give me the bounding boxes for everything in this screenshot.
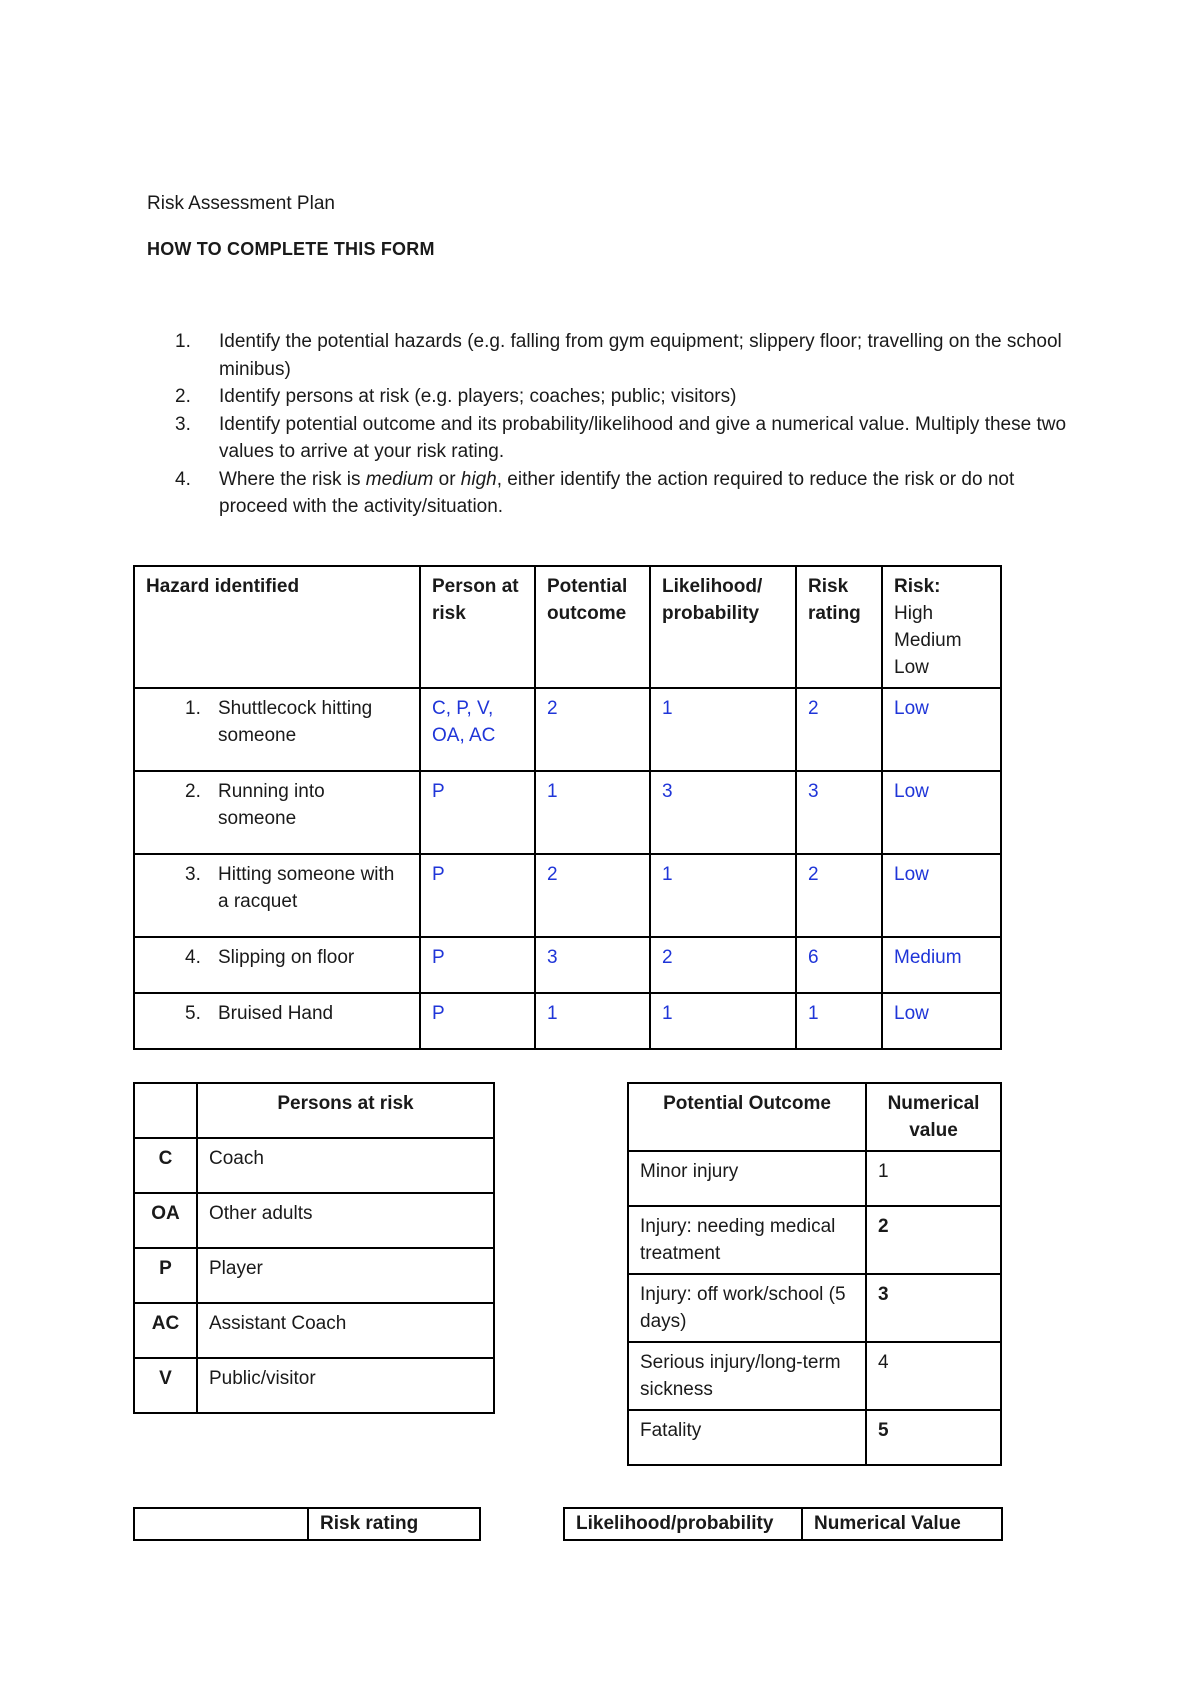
hazard-number: 1. bbox=[185, 698, 201, 719]
person-cell[interactable]: C, P, V, OA, AC bbox=[420, 688, 535, 771]
hazard-number: 4. bbox=[185, 947, 201, 968]
person-label: Other adults bbox=[197, 1193, 494, 1248]
table-row bbox=[628, 1342, 1001, 1410]
instruction-item bbox=[175, 383, 1075, 411]
instruction-text: Identify potential outcome and its probability/likelihood and give a numerical value. Multiply these two values to arrive at your risk rating. bbox=[219, 413, 1067, 462]
instruction-text: Identify the potential hazards (e.g. falling from gym equipment; slippery floor; travelling on the school minibus) bbox=[219, 331, 1062, 380]
table-row bbox=[134, 688, 1001, 771]
table-row bbox=[134, 1358, 494, 1413]
instruction-text-post: , either identify the action required to reduce the risk or do not proceed with the activity/situation. bbox=[219, 468, 1015, 517]
outcome-cell[interactable]: 2 bbox=[535, 688, 650, 771]
instruction-item bbox=[175, 328, 1075, 383]
likelihood-cell[interactable]: 1 bbox=[650, 854, 796, 937]
numerical-value-header: Numerical value bbox=[866, 1083, 1001, 1151]
rating-cell[interactable]: 3 bbox=[796, 771, 882, 854]
table-row bbox=[628, 1206, 1001, 1274]
hazard-cell[interactable] bbox=[134, 993, 420, 1049]
outcome-label: Serious injury/long-term sickness bbox=[628, 1342, 866, 1410]
risk-level-cell[interactable]: Low bbox=[882, 688, 1001, 771]
table-row bbox=[134, 1248, 494, 1303]
person-label: Public/visitor bbox=[197, 1358, 494, 1413]
persons-header-row bbox=[134, 1083, 494, 1138]
header-likelihood: Likelihood/ probability bbox=[650, 566, 796, 688]
likelihood-cell[interactable]: 3 bbox=[650, 771, 796, 854]
hazard-text: Shuttlecock hitting someone bbox=[218, 698, 373, 746]
person-cell[interactable]: P bbox=[420, 854, 535, 937]
person-cell[interactable]: P bbox=[420, 937, 535, 993]
risk-level-cell[interactable]: Medium bbox=[882, 937, 1001, 993]
table-row bbox=[134, 854, 1001, 937]
header-risk-title: Risk: bbox=[894, 576, 941, 597]
hazard-text: Hitting someone with a racquet bbox=[218, 864, 395, 912]
person-code: OA bbox=[134, 1193, 197, 1248]
table-row bbox=[134, 937, 1001, 993]
risk-rating-empty-cell bbox=[134, 1508, 308, 1540]
outcome-value: 4 bbox=[866, 1342, 1001, 1410]
header-risk-rating: Risk rating bbox=[796, 566, 882, 688]
instruction-number: 2. bbox=[175, 386, 191, 407]
persons-at-risk-table bbox=[133, 1082, 495, 1414]
rating-cell[interactable]: 6 bbox=[796, 937, 882, 993]
risk-level-cell[interactable]: Low bbox=[882, 854, 1001, 937]
header-person-at-risk: Person at risk bbox=[420, 566, 535, 688]
document-title: Risk Assessment Plan bbox=[147, 193, 335, 214]
hazard-number: 3. bbox=[185, 864, 201, 885]
table-row bbox=[134, 1303, 494, 1358]
hazard-cell[interactable] bbox=[134, 771, 420, 854]
likelihood-cell[interactable]: 1 bbox=[650, 993, 796, 1049]
hazard-text: Slipping on floor bbox=[218, 947, 355, 968]
risk-rating-table bbox=[133, 1507, 481, 1541]
table-row bbox=[628, 1410, 1001, 1465]
rating-cell[interactable]: 1 bbox=[796, 993, 882, 1049]
header-risk-low: Low bbox=[894, 657, 929, 678]
person-code: V bbox=[134, 1358, 197, 1413]
instruction-number: 4. bbox=[175, 468, 191, 490]
person-label: Coach bbox=[197, 1138, 494, 1193]
outcome-label: Injury: needing medical treatment bbox=[628, 1206, 866, 1274]
instruction-text: Identify persons at risk (e.g. players; coaches; public; visitors) bbox=[219, 386, 737, 407]
table-row bbox=[134, 771, 1001, 854]
header-risk-level bbox=[882, 566, 1001, 688]
person-code: P bbox=[134, 1248, 197, 1303]
hazard-number: 5. bbox=[185, 1003, 201, 1024]
risk-level-cell[interactable]: Low bbox=[882, 771, 1001, 854]
risk-rating-header: Risk rating bbox=[308, 1508, 480, 1540]
person-code: AC bbox=[134, 1303, 197, 1358]
outcome-value: 5 bbox=[866, 1410, 1001, 1465]
instructions-heading: HOW TO COMPLETE THIS FORM bbox=[147, 239, 435, 259]
likelihood-header: Likelihood/probability bbox=[564, 1508, 802, 1540]
outcome-label: Injury: off work/school (5 days) bbox=[628, 1274, 866, 1342]
likelihood-header-row bbox=[564, 1508, 1002, 1540]
outcome-header-row bbox=[628, 1083, 1001, 1151]
header-potential-outcome: Potential outcome bbox=[535, 566, 650, 688]
hazard-text: Bruised Hand bbox=[218, 1003, 334, 1024]
outcome-cell[interactable]: 2 bbox=[535, 854, 650, 937]
likelihood-table bbox=[563, 1507, 1003, 1541]
person-cell[interactable]: P bbox=[420, 771, 535, 854]
persons-header-empty bbox=[134, 1083, 197, 1138]
hazard-cell[interactable] bbox=[134, 854, 420, 937]
potential-outcome-table bbox=[627, 1082, 1002, 1466]
instruction-text-pre: Where the risk is bbox=[219, 468, 366, 490]
instruction-emphasis-high: high bbox=[460, 468, 497, 490]
person-code: C bbox=[134, 1138, 197, 1193]
outcome-value: 3 bbox=[866, 1274, 1001, 1342]
outcome-header: Potential Outcome bbox=[628, 1083, 866, 1151]
instruction-text-mid: or bbox=[433, 468, 461, 490]
table-row bbox=[628, 1274, 1001, 1342]
table-row bbox=[134, 993, 1001, 1049]
hazard-cell[interactable] bbox=[134, 937, 420, 993]
table-row bbox=[134, 1193, 494, 1248]
table-row bbox=[628, 1151, 1001, 1206]
hazard-cell[interactable] bbox=[134, 688, 420, 771]
header-risk-medium: Medium bbox=[894, 630, 962, 651]
person-label: Player bbox=[197, 1248, 494, 1303]
risk-level-cell[interactable]: Low bbox=[882, 993, 1001, 1049]
person-label: Assistant Coach bbox=[197, 1303, 494, 1358]
hazard-number: 2. bbox=[185, 781, 201, 802]
hazard-table-header-row bbox=[134, 566, 1001, 688]
instructions-list bbox=[175, 328, 1075, 521]
header-risk-high: High bbox=[894, 603, 934, 624]
outcome-value: 1 bbox=[866, 1151, 1001, 1206]
outcome-cell[interactable]: 3 bbox=[535, 937, 650, 993]
table-row bbox=[134, 1138, 494, 1193]
outcome-value: 2 bbox=[866, 1206, 1001, 1274]
likelihood-cell[interactable]: 1 bbox=[650, 688, 796, 771]
outcome-cell[interactable]: 1 bbox=[535, 771, 650, 854]
instruction-number: 3. bbox=[175, 413, 191, 435]
header-hazard: Hazard identified bbox=[134, 566, 420, 688]
person-cell[interactable]: P bbox=[420, 993, 535, 1049]
outcome-label: Minor injury bbox=[628, 1151, 866, 1206]
hazard-table bbox=[133, 565, 1002, 1050]
persons-header: Persons at risk bbox=[197, 1083, 494, 1138]
risk-rating-header-row bbox=[134, 1508, 480, 1540]
rating-cell[interactable]: 2 bbox=[796, 688, 882, 771]
likelihood-cell[interactable]: 2 bbox=[650, 937, 796, 993]
hazard-text: Running into someone bbox=[218, 781, 325, 829]
likelihood-value-header: Numerical Value bbox=[802, 1508, 1002, 1540]
instruction-item bbox=[175, 411, 1075, 466]
rating-cell[interactable]: 2 bbox=[796, 854, 882, 937]
instruction-emphasis-medium: medium bbox=[365, 468, 434, 490]
instruction-number: 1. bbox=[175, 331, 191, 352]
outcome-cell[interactable]: 1 bbox=[535, 993, 650, 1049]
outcome-label: Fatality bbox=[628, 1410, 866, 1465]
instruction-item bbox=[175, 466, 1075, 521]
